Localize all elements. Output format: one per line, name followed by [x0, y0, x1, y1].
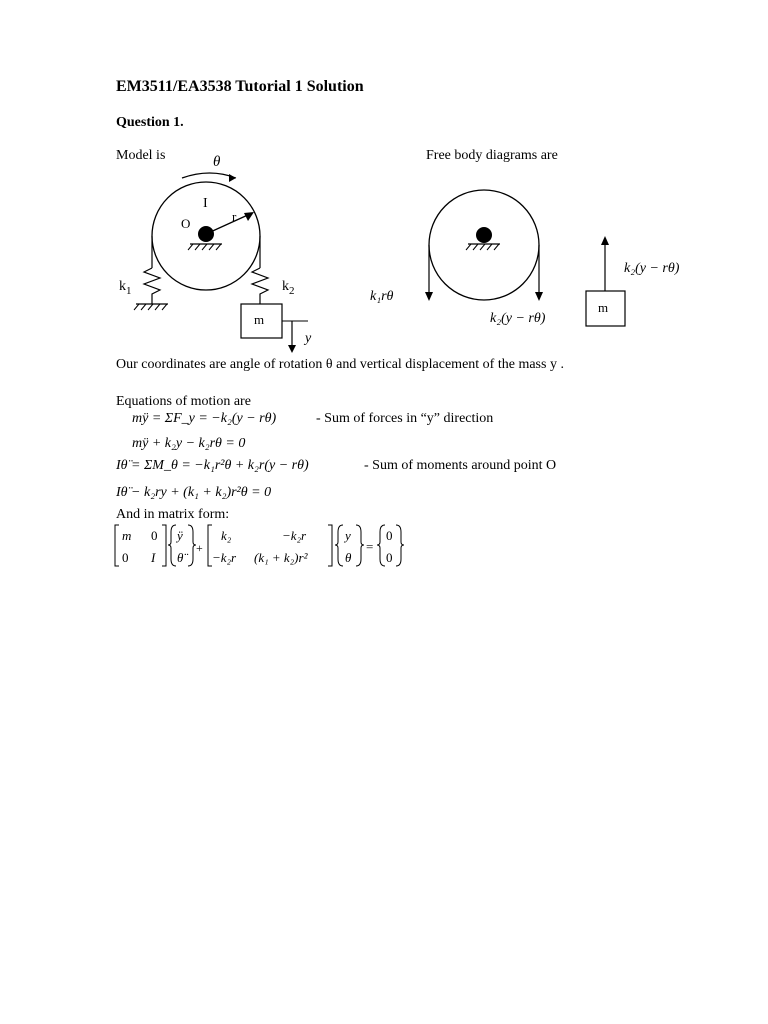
k2-label: $k_2$ [282, 279, 295, 297]
equation-3: Iθ̈ = ΣM_θ = −k₁r²θ + k₂r(y − rθ) [116, 458, 309, 473]
mass-matrix-22: I [151, 550, 156, 565]
fbd-mass-label: m [598, 300, 609, 315]
mass-matrix-11: m [122, 528, 132, 543]
equation-3-note: - Sum of moments around point O [364, 458, 557, 473]
fbd-bottom-force-label: k₂(y − rθ) [490, 311, 546, 326]
equations-heading: Equations of motion are [116, 394, 251, 409]
stiffness-21: −k₂r [212, 550, 237, 565]
matrix-heading: And in matrix form: [116, 507, 230, 522]
fbd-pivot [476, 227, 492, 243]
fbd-mass-force-label: k₂(y − rθ) [624, 261, 680, 276]
accel-vector-1: ÿ [177, 528, 183, 543]
disp-vector-2: θ [345, 550, 352, 565]
model-theta: θ [213, 154, 221, 170]
stiffness-22: (k₁ + k₂)r² [254, 550, 308, 565]
y-label: y [305, 331, 312, 346]
stiffness-11: k₂ [221, 528, 232, 543]
center-o-label: O [181, 216, 191, 231]
fbd-label: Free body diagrams are [426, 148, 558, 163]
rhs-vector-2: 0 [386, 550, 393, 565]
k1-label: $k_1$ [119, 279, 132, 297]
rhs-vector-1: 0 [386, 528, 393, 543]
disp-vector-1: y [345, 528, 351, 543]
equals-sign: = [366, 539, 374, 554]
model-label: Model is [116, 148, 166, 163]
fbd-diagram [0, 0, 768, 360]
coordinates-sentence: Our coordinates are angle of rotation θ and vertical displacement of the mass y . [116, 357, 564, 372]
page-title: EM3511/EA3538 Tutorial 1 Solution [116, 78, 364, 95]
stiffness-12: −k₂r [282, 528, 307, 543]
radius-label: r [232, 209, 237, 224]
inertia-label: I [203, 196, 208, 211]
equation-1: mÿ = ΣF_y = −k₂(y − rθ) [132, 411, 277, 426]
mass-matrix-12: 0 [151, 528, 158, 543]
fbd-left-force-label: k₁rθ [370, 289, 394, 304]
mass-label: m [254, 312, 265, 327]
accel-vector-2: θ̈ [177, 550, 184, 565]
equation-1-note: - Sum of forces in “y” direction [316, 411, 494, 426]
plus-sign: + [196, 541, 203, 555]
question-heading: Question 1. [116, 115, 184, 130]
mass-matrix-21: 0 [122, 550, 129, 565]
equation-2: mÿ + k₂y − k₂rθ = 0 [132, 436, 246, 451]
equation-4: Iθ̈ − k₂ry + (k₁ + k₂)r²θ = 0 [116, 485, 272, 500]
matrix-equation [112, 522, 412, 570]
